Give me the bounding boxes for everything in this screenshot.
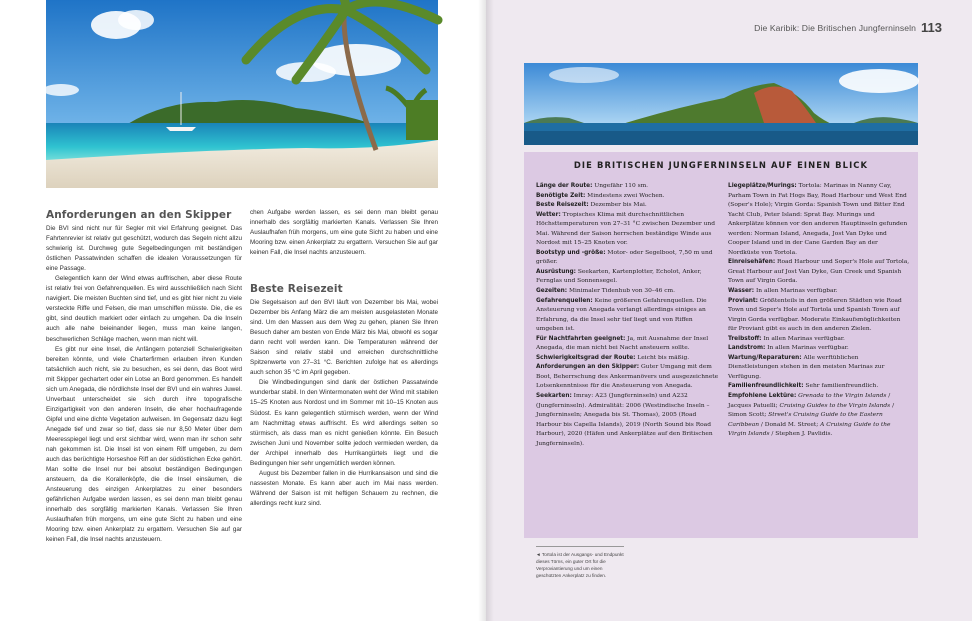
at-a-glance-box: [524, 152, 918, 538]
fact-item: Wartung/Reparaturen: Alle werftüblichen Dienstleistungen stehen in den meisten Marinas zur Verfügung.: [728, 354, 885, 380]
fact-item: Proviant: Größtenteils in den größeren Städten wie Road Town und Soper's Hole auf Tortola und Spanish Town auf Virgin Gorda verfügbar. Moderate Einkaufsmöglichkeiten für Proviant gibt es auch in den anderen Zielen.: [728, 297, 902, 333]
running-head: Die Karibik: Die Britischen Jungferninseln: [754, 23, 916, 33]
page-number: 113: [921, 20, 942, 35]
paragraph-continuation: [250, 208, 438, 268]
beach-photo: [46, 0, 438, 188]
fact-item: Familienfreundlichkeit: Sehr familienfreundlich.: [728, 383, 879, 390]
heading-skipper-requirements: Anforderungen an den Skipper: [46, 209, 232, 221]
paragraph: Gelegentlich kann der Wind etwas auffrischen, aber diese Route ist relativ frei von Gefahrenquellen. Es wird ausschließlich nach Sicht navigiert. Die meisten Buchten sind tief, und es gibt hier nicht zu viele versteckte Riffe und Felsen, die man umschiffen müsste. Die, die es gibt, sind deutlich markiert oder einfach zu umgehen. Da die Inseln auch alle nahe beieinander liegen, muss man keine langen, beschwerlichen Schläge machen, wenn man nicht will.: [46, 275, 242, 343]
continued-text: chen Aufgabe werden lassen, es sei denn man bleibt genau innerhalb des sorgfältig markierten Kanals. Verlassen Sie Ihren Auslaufhafen früh morgens, um eine gute Sicht zu haben und eine Mooring bzw. einen Ankerplatz zu ergattern. Versuchen Sie auf gar keinen Fall, die Insel nachts anzusteuern.: [250, 209, 438, 257]
caption-divider: [536, 546, 624, 547]
heading-best-season: Beste Reisezeit: [250, 283, 343, 295]
paragraph: August bis Dezember fallen in die Hurrikansaison und sind die nassesten Monate. Es kann aber auch im Mai nass werden. Während der Saison ist mit heftigen Schauern zu rechnen, die allerdings recht kurz sind.: [250, 469, 438, 507]
fact-item: Landstrom: In allen Marinas verfügbar.: [728, 345, 849, 352]
island-photo: [524, 63, 918, 145]
fact-item: Länge der Route: Ungefähr 110 sm.: [536, 183, 649, 189]
fact-item: Treibstoff: In allen Marinas verfügbar.: [728, 335, 845, 342]
fact-item: Seekarten: Imray: A23 (Jungferninseln) und A232 (Jungferninseln). Admiralität: 2006 (Westindische Inseln – Jungferninseln; Anegada bis St. Thomas), 2005 (Road Harbour bis Capella Islands), 2019 (North Sound bis Road Harbour), 2020 (Häfen und Ankerplätze auf den Britischen Jungferninseln).: [536, 393, 713, 447]
box-title: DIE BRITISCHEN JUNGFERNINSELN AUF EINEN BLICK: [573, 160, 869, 170]
fact-item: Benötigte Zeit: Mindestens zwei Wochen.: [536, 192, 665, 199]
fact-item: Wetter: Tropisches Klima mit durchschnittlichen Höchsttemperaturen von 27–31 °C zwischen Dezember und Mai. Während der Saison herrschen beständige Winde aus Nordost mit 15–25 Knoten vor.: [536, 211, 715, 247]
fact-item: Anforderungen an den Skipper: Guter Umgang mit dem Boot, Beherrschung des Ankermanövers und ausgezeichnete Lotsenkenntnisse für die Ansteuerung von Anegada.: [536, 364, 719, 390]
fact-item-reading: Empfohlene Lektüre: Grenada to the Virgin Islands / Jacques Patuelli; Cruising Guides to the Virgin Islands / Simon Scott; Street's Cruising Guide to the Eastern Caribbean / Donald M. Street; A Cruising Guide to the Virgin Islands / Stephen J. Pavlidis.: [728, 393, 895, 438]
fact-item: Gefahrenquellen: Keine größeren Gefahrenquellen. Die Ansteuerung von Anegada verlangt allerdings einiges an Erfahrung, da die Insel sehr tief liegt und von Riffen umgeben ist.: [536, 297, 707, 333]
box-column-1: [536, 182, 721, 449]
fact-item: Beste Reisezeit: Dezember bis Mai.: [536, 202, 647, 209]
fact-item: Schwierigkeitsgrad der Route: Leicht bis mäßig.: [536, 354, 690, 361]
left-column-2: [250, 208, 438, 509]
paragraph: Die BVI sind nicht nur für Segler mit viel Erfahrung geeignet. Das Fahrtenrevier ist relativ gut geschützt, wodurch das Segeln nicht allzu schwierig ist. Durchweg gute Segelbedingungen mit beständigen östlichen Passatwinden schaffen die idealen Voraussetzungen für eine Passage.: [46, 225, 242, 273]
photo-caption: ◄ Tortola ist der Ausgangs- und Endpunkt dieses Törns, ein guter Ort für die Verproviantierung und um einen geschützten Ankerplatz zu finden.: [536, 552, 624, 578]
left-column-1: [46, 208, 242, 544]
box-column-2: [728, 182, 910, 440]
book-gutter: [478, 0, 494, 621]
paragraph: Es gibt nur eine Insel, die Anfängern potenziell Schwierigkeiten bereiten könnte, und viele Charterfirmen erlauben ihren Kunden tatsächlich auch nicht, sie zu besuchen, es sei denn, das Boot wird mit Skipper gechartert oder ein Lotse an Bord genommen. Es handelt sich um Anegada, die nördlichste Insel der BVI und ein wahres Juwel. Unverbaut unterscheidet sie sich durch ihre topografische Einzigartigkeit von den anderen Inseln, die eher hochaufragende Gipfel und eine dichte Vegetation aufweisen. Im Gegensatz dazu liegt Anegade tief und zwar so tief, dass sie nur 8,50 Meter über dem Meeresspiegel liegt und erst sichtbar wird, wenn man ihr schon sehr nah gekommen ist. Die Insel ist von einem Riff umgeben, zu dem auch das berüchtigte Horseshoe Riff an der südöstlichen Ecke gehört. Man sollte die Insel nur bei absolut beständigen Bedingungen ansteuern, da die Korallenköpfe, die die Insel einsäumen, die Ansteuerung des einzigen Ankerplatzes zu einer besonders gefährlichen Aufgabe werden lassen, es sei denn man bleibt genau innerhalb des sorgfältig markierten Kanals. Verlassen Sie Ihren Auslaufhafen früh morgens, um eine gute Sicht zu haben und eine Mooring bzw. einen Ankerplatz zu ergattern. Versuchen Sie auf gar keinen Fall, die Insel nachts anzusteuern.: [46, 345, 242, 544]
fact-item: Liegeplätze/Murings: Tortola: Marinas in Nanny Cay, Parham Town in Fat Hogs Bay, Road Harbour und West End (Soper's Hole); Virgin Gorda: Spanish Town und Bitter End Yacht Club, Peter Island: Sprat Bay. Murings und Ankerplätze können vor den anderen Hauptinseln gefunden werden: Norman Island, Anegada, Jost Van Dyke und Cooper Island und in der Cane Garden Bay an der Nordküste von Tortola.: [728, 183, 908, 256]
fact-item: Wasser: In allen Marinas verfügbar.: [728, 288, 838, 295]
fact-item: Für Nachtfahrten geeignet: Ja, mit Ausnahme der Insel Anegada, die man nicht bei Nacht ansteuern sollte.: [536, 335, 709, 352]
paragraph: Die Windbedingungen sind dank der östlichen Passatwinde wunderbar stabil. In den Wintermonaten weht der Wind mit stabilen 15–25 Knoten aus Nordost und im Sommer mit 10–15 Knoten aus Südost. Es kann gelegentlich stürmisch werden, wenn der Wind am Nachmittag etwas auffrischt. Es wird allerdings selten so stürmisch, als dass man es nicht genießen könnte. Ein Besuch zwischen Juni und November sollte jedoch vermieden werden, da der Archipel innerhalb des Hurrikangürtels liegt und die Bedingungen hier sehr ungemütlich werden können.: [250, 379, 438, 467]
fact-item: Bootstyp und -größe: Motor- oder Segelboot, 7,50 m und größer.: [536, 249, 713, 266]
fact-item: Gezeiten: Minimaler Tidenhub von 30–46 cm.: [536, 288, 675, 295]
paragraph: Die Segelsaison auf den BVI läuft von Dezember bis Mai, wobei Dezember bis Anfang März die am meisten ausgelasteten Monate sind. Um den Massen aus dem Weg zu gehen, planen Sie Ihren Besuch daher am besten von Ende März bis Mai, obwohl es sogar dann recht voll werden kann. Die Temperaturen während der Saison sind relativ stabil und erreichen durchschnittliche Spitzenwerte von 27–31 °C. Berichten zufolge hat es allerdings auch schon 35 °C im April gegeben.: [250, 299, 438, 377]
fact-item: Ausrüstung: Seekarten, Kartenplotter, Echolot, Anker, Fernglas und Sonnensegel.: [536, 268, 702, 285]
fact-item: Einreisehäfen: Road Harbour und Soper's Hole auf Tortola, Great Harbour auf Jost Van Dyke, Gun Creek und Spanish Town auf Virgin Gorda.: [728, 259, 910, 285]
